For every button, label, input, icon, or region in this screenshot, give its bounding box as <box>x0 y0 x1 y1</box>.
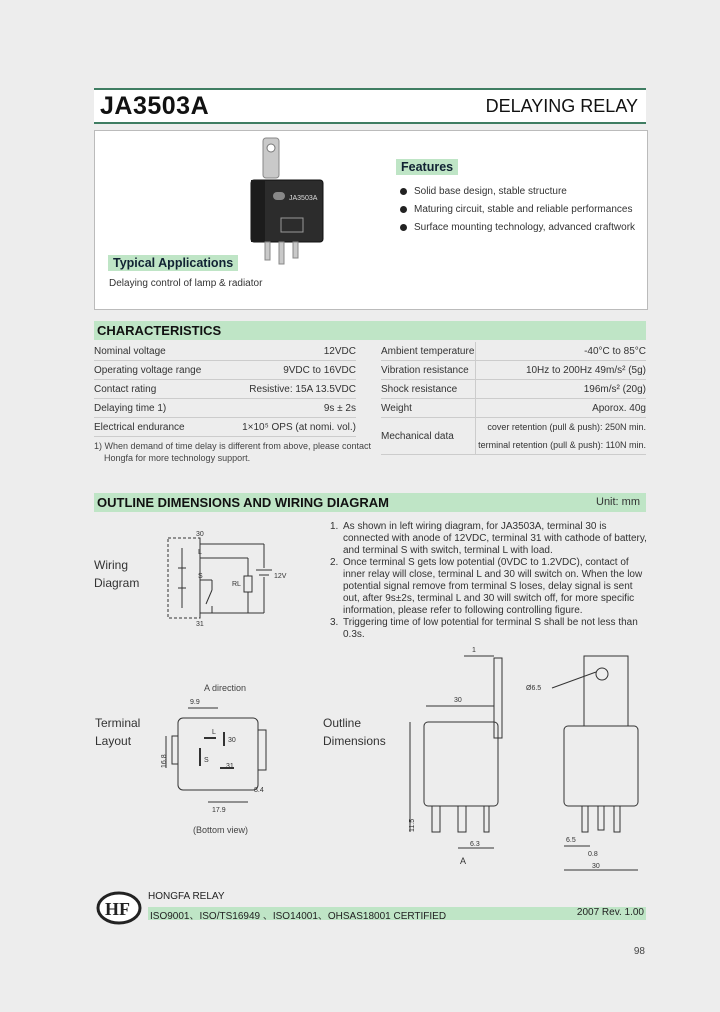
mech-line: cover retention (pull & push): 250N min. <box>487 422 646 432</box>
title-bar <box>94 88 646 124</box>
characteristics-title: CHARACTERISTICS <box>97 323 222 338</box>
outline-front-view <box>522 642 642 872</box>
outline-title: OUTLINE DIMENSIONS AND WIRING DIAGRAM <box>97 495 390 510</box>
outline-notes <box>330 521 650 641</box>
feature-item: Surface mounting technology, advanced craftwork <box>400 219 635 237</box>
terminal-31-label: 31 <box>196 621 204 628</box>
dim-label: 6.3 <box>470 841 480 848</box>
mech-line: terminal retention (pull & push): 110N min. <box>478 440 646 450</box>
table-row <box>94 380 356 399</box>
relay-product-image <box>245 136 345 276</box>
terminal-S-label: S <box>198 573 203 580</box>
note-number: 1. <box>330 521 339 532</box>
table-row <box>94 342 356 361</box>
table-row <box>94 418 356 437</box>
label-line: Terminal <box>95 716 141 730</box>
relay-body-label: JA3503A <box>289 195 318 202</box>
footnote-line: Hongfa for more technology support. <box>104 453 251 463</box>
char-value: Resistive: 15A 13.5VDC <box>221 380 356 399</box>
dim-label: 16.8 <box>161 754 168 768</box>
char-value: -40°C to 85°C <box>476 342 647 361</box>
applications-text: Delaying control of lamp & radiator <box>109 278 263 289</box>
intro-panel <box>94 130 648 310</box>
char-key: Ambient temperature <box>381 342 476 361</box>
terminal-30-label: 30 <box>196 531 204 538</box>
char-key: Shock resistance <box>381 380 476 399</box>
dim-label: 17.9 <box>212 807 226 814</box>
characteristics-header <box>94 321 646 340</box>
label-line: Layout <box>95 734 132 748</box>
char-value <box>476 418 647 455</box>
char-value: 196m/s² (20g) <box>476 380 647 399</box>
dim-label: 11.5 <box>409 818 416 832</box>
footer-bar <box>148 907 646 920</box>
char-value: 9VDC to 16VDC <box>221 361 356 380</box>
wiring-diagram <box>160 528 300 628</box>
table-row <box>381 399 646 418</box>
layout-31-label: 31 <box>226 763 234 770</box>
char-key: Delaying time 1) <box>94 399 221 418</box>
model-title: JA3503A <box>100 92 210 120</box>
applications-tag: Typical Applications <box>108 255 238 271</box>
table-row <box>381 361 646 380</box>
footnote <box>94 440 371 464</box>
certification-text: ISO9001、ISO/TS16949 、ISO14001、OHSAS18001 CERTIFIED <box>150 911 447 922</box>
table-row <box>94 399 356 418</box>
dim-label: 30 <box>592 863 600 870</box>
table-row <box>94 361 356 380</box>
dim-label: 8.4 <box>254 787 264 794</box>
page-number: 98 <box>633 946 645 957</box>
label-line: Wiring <box>94 558 129 572</box>
hongfa-logo <box>96 890 142 926</box>
product-type: DELAYING RELAY <box>485 96 638 116</box>
feature-item: Solid base design, stable structure <box>400 183 635 201</box>
dim-label: 30 <box>454 697 462 704</box>
feature-item: Maturing circuit, stable and reliable performances <box>400 201 635 219</box>
char-value: 9s ± 2s <box>221 399 356 418</box>
characteristics-table-right <box>381 342 646 455</box>
char-key: Weight <box>381 399 476 418</box>
features-tag: Features <box>396 159 458 175</box>
footnote-line: 1) When demand of time delay is different from above, please contact <box>94 441 371 451</box>
char-key: Vibration resistance <box>381 361 476 380</box>
a-direction-label: A direction <box>204 683 247 693</box>
outline-header <box>94 493 646 512</box>
char-value: 12VDC <box>221 342 356 361</box>
note-text: Once terminal S gets low potential (0VDC to 1.2VDC), contact of inner relay will close, terminal L and 30 will switch on. When the low potential signal remove from terminal S loses, delay signal is sent out, after 9s±2s, terminal L and 30 will switch off, for more specific information, please refer to following controlling figure. <box>343 557 643 616</box>
layout-L-label: L <box>212 729 216 736</box>
table-row <box>381 418 646 455</box>
note-text: Triggering time of low potential for terminal S shall be not less than 0.3s. <box>343 617 638 640</box>
voltage-label: 12V <box>274 573 287 580</box>
note-number: 3. <box>330 617 339 628</box>
dim-label: 1 <box>472 647 476 654</box>
outline-dimensions-label <box>323 714 386 750</box>
brand-name: HONGFA RELAY <box>148 891 225 902</box>
dim-label: Ø6.5 <box>526 685 542 692</box>
char-key: Operating voltage range <box>94 361 221 380</box>
dim-label: 9.9 <box>190 699 200 706</box>
terminal-layout-label <box>95 714 140 750</box>
outline-note <box>330 521 650 557</box>
char-key: Electrical endurance <box>94 418 221 437</box>
layout-30-label: 30 <box>228 737 236 744</box>
outline-note <box>330 557 650 617</box>
table-row <box>381 342 646 361</box>
dim-label: 0.8 <box>588 851 598 858</box>
table-row <box>381 380 646 399</box>
revision-text: 2007 Rev. 1.00 <box>576 907 644 918</box>
outline-side-view <box>398 642 528 872</box>
svg-text:HF: HF <box>105 899 130 919</box>
terminal-L-label: L <box>198 549 202 556</box>
char-key: Mechanical data <box>381 418 476 455</box>
bottom-view-label: (Bottom view) <box>193 825 249 835</box>
char-key: Contact rating <box>94 380 221 399</box>
characteristics-table-left <box>94 342 356 437</box>
char-value: 1×10⁵ OPS (at nomi. vol.) <box>221 418 356 437</box>
char-value: Aporox. 40g <box>476 399 647 418</box>
label-line: Diagram <box>94 576 140 590</box>
a-mark: A <box>460 856 467 866</box>
outline-note <box>330 617 650 641</box>
dim-label: 6.5 <box>566 837 576 844</box>
unit-label: Unit: mm <box>596 496 640 508</box>
label-line: Outline <box>323 716 362 730</box>
rl-label: RL <box>232 581 241 588</box>
features-list <box>400 183 635 237</box>
note-text: As shown in left wiring diagram, for JA3503A, terminal 30 is connected with anode of 12VDC, terminal 31 with cathode of battery, and terminal S with switch, terminal L with load. <box>343 521 647 556</box>
label-line: Dimensions <box>323 734 386 748</box>
char-key: Nominal voltage <box>94 342 221 361</box>
note-number: 2. <box>330 557 339 568</box>
wiring-diagram-label <box>94 556 139 592</box>
layout-S-label: S <box>204 757 209 764</box>
terminal-layout-diagram <box>160 696 280 816</box>
char-value: 10Hz to 200Hz 49m/s² (5g) <box>476 361 647 380</box>
